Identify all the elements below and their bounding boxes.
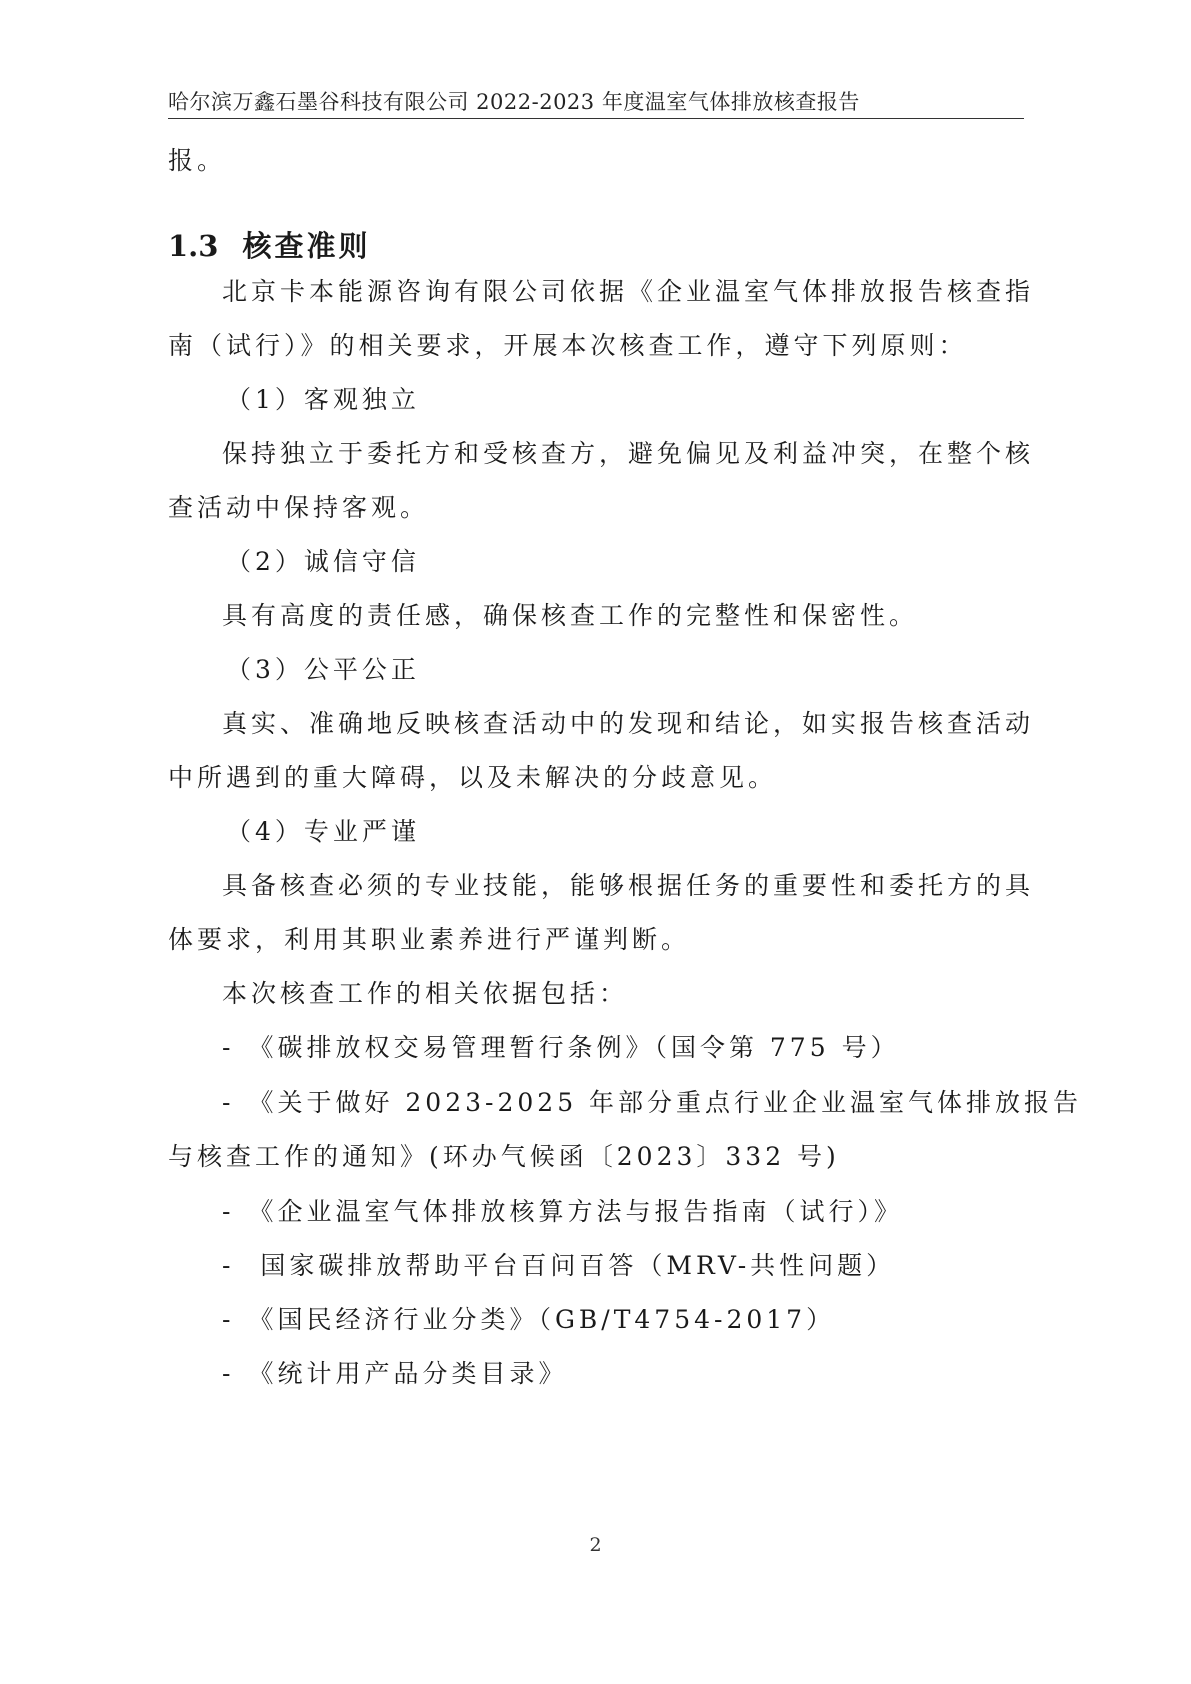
basis-item-text: 《关于做好 2023-2025 年部分重点行业企业温室气体排放报告 — [248, 1088, 1083, 1117]
principle-text: 具有高度的责任感，确保核查工作的完整性和保密性。 — [222, 601, 919, 630]
principle-text: 中所遇到的重大障碍，以及未解决的分歧意见。 — [168, 763, 778, 792]
page-number: 2 — [589, 1534, 602, 1556]
dash-marker: - — [222, 1197, 235, 1226]
section-heading — [168, 226, 370, 266]
dash-marker: - — [222, 1359, 235, 1388]
dash-marker: - — [222, 1251, 235, 1280]
intro-line-1: 北京卡本能源咨询有限公司依据《企业温室气体排放报告核查指 — [222, 277, 1035, 306]
dash-marker: - — [222, 1088, 235, 1117]
intro-line-2: 南（试行）》的相关要求，开展本次核查工作，遵守下列原则： — [168, 331, 968, 360]
principle-heading-1: （1）客观独立 — [226, 385, 420, 414]
carryover-text: 报。 — [168, 146, 227, 175]
running-header: 哈尔滨万鑫石墨谷科技有限公司 2022-2023 年度温室气体排放核查报告 — [168, 90, 860, 114]
basis-list-item — [222, 1357, 1082, 1391]
principle-heading-3: （3）公平公正 — [226, 655, 420, 684]
section-title: 核查准则 — [242, 229, 371, 263]
basis-item-text: 《碳排放权交易管理暂行条例》（国令第 775 号） — [248, 1033, 900, 1062]
principle-text: 真实、准确地反映核查活动中的发现和结论，如实报告核查活动 — [222, 709, 1035, 738]
principle-text: 体要求，利用其职业素养进行严谨判断。 — [168, 925, 691, 954]
basis-item-text: 国家碳排放帮助平台百问百答（MRV-共性问题） — [248, 1251, 896, 1280]
section-number: 1.3 — [168, 229, 219, 263]
basis-list-item — [222, 1195, 1082, 1229]
basis-intro: 本次核查工作的相关依据包括： — [222, 979, 629, 1008]
basis-list-item — [222, 1086, 1082, 1120]
principle-text: 具备核查必须的专业技能，能够根据任务的重要性和委托方的具 — [222, 871, 1035, 900]
principle-text: 保持独立于委托方和受核查方，避免偏见及利益冲突，在整个核 — [222, 439, 1035, 468]
basis-item-text: 《国民经济行业分类》（GB/T4754-2017） — [248, 1305, 836, 1334]
basis-list-item — [222, 1031, 1082, 1065]
basis-item-text: 《统计用产品分类目录》 — [248, 1359, 568, 1388]
header-divider — [168, 118, 1024, 119]
dash-marker: - — [222, 1033, 235, 1062]
basis-list-item — [222, 1249, 1082, 1283]
principle-text: 查活动中保持客观。 — [168, 493, 430, 522]
dash-marker: - — [222, 1305, 235, 1334]
basis-item-continuation: 与核查工作的通知》(环办气候函〔2023〕332 号) — [168, 1142, 840, 1171]
principle-heading-2: （2）诚信守信 — [226, 547, 420, 576]
principle-heading-4: （4）专业严谨 — [226, 817, 420, 846]
basis-list-item — [222, 1303, 1082, 1337]
basis-item-text: 《企业温室气体排放核算方法与报告指南（试行）》 — [248, 1197, 903, 1226]
